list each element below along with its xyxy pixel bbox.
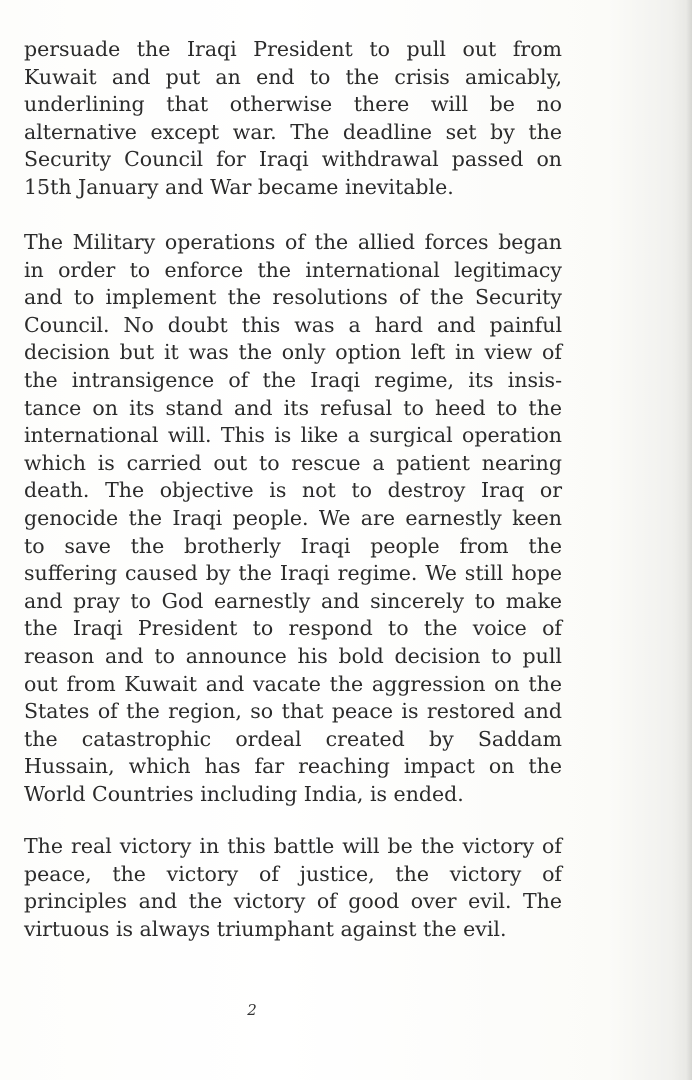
paragraph-line: death. The objective is not to destroy Iraq or	[24, 478, 562, 503]
paragraph-line: World Countries including India, is ended.	[24, 781, 464, 806]
paragraph-line: and to implement the resolutions of the Security	[24, 285, 562, 310]
paragraph-line: The real victory in this battle will be the victory of	[24, 834, 562, 858]
paragraph-line: tance on its stand and its refusal to heed to the	[24, 395, 562, 420]
paragraph-line: which is carried out to rescue a patient nearing	[24, 450, 562, 475]
paragraph-line: virtuous is always triumphant against the evil.	[24, 916, 507, 941]
paragraph-line: the catastrophic ordeal created by Saddam	[24, 726, 562, 751]
paragraph-line: Kuwait and put an end to the crisis amicably,	[24, 64, 562, 89]
paragraph-2	[24, 229, 562, 808]
paragraph-line: 15th January and War became inevitable.	[24, 174, 454, 199]
paragraph-line: the intransigence of the Iraqi regime, its insis-	[24, 367, 562, 392]
paragraph-line: out from Kuwait and vacate the aggression on the	[24, 671, 562, 696]
paragraph-line: peace, the victory of justice, the victory of	[24, 861, 562, 886]
paragraph-line: underlining that otherwise there will be no	[24, 92, 562, 117]
paragraph-line: alternative except war. The deadline set by the	[24, 119, 562, 144]
page-number: 2	[247, 1001, 257, 1019]
paragraph-line: and pray to God earnestly and sincerely to make	[24, 588, 562, 613]
paragraph-line: in order to enforce the international legitimacy	[24, 257, 562, 282]
paragraph-line: Security Council for Iraqi withdrawal passed on	[24, 147, 562, 172]
paragraph-line: principles and the victory of good over evil. The	[24, 889, 562, 914]
paragraph-1	[24, 36, 562, 202]
paragraph-line: persuade the Iraqi President to pull out from	[24, 37, 562, 61]
paragraph-line: States of the region, so that peace is restored and	[24, 699, 562, 724]
paragraph-line: suffering caused by the Iraqi regime. We still hope	[24, 561, 562, 586]
paragraph-3	[24, 833, 562, 943]
paragraph-line: decision but it was the only option left in view of	[24, 340, 562, 365]
paragraph-line: Council. No doubt this was a hard and painful	[24, 312, 562, 337]
paragraph-line: the Iraqi President to respond to the voice of	[24, 616, 562, 641]
paragraph-line: to save the brotherly Iraqi people from the	[24, 533, 562, 558]
page-edge-shadow	[686, 0, 692, 1080]
paragraph-line: The Military operations of the allied forces began	[24, 230, 562, 254]
paragraph-line: Hussain, which has far reaching impact on the	[24, 754, 562, 779]
paragraph-line: international will. This is like a surgical operation	[24, 423, 562, 448]
paragraph-line: reason and to announce his bold decision to pull	[24, 643, 562, 668]
paragraph-line: genocide the Iraqi people. We are earnestly keen	[24, 505, 562, 530]
